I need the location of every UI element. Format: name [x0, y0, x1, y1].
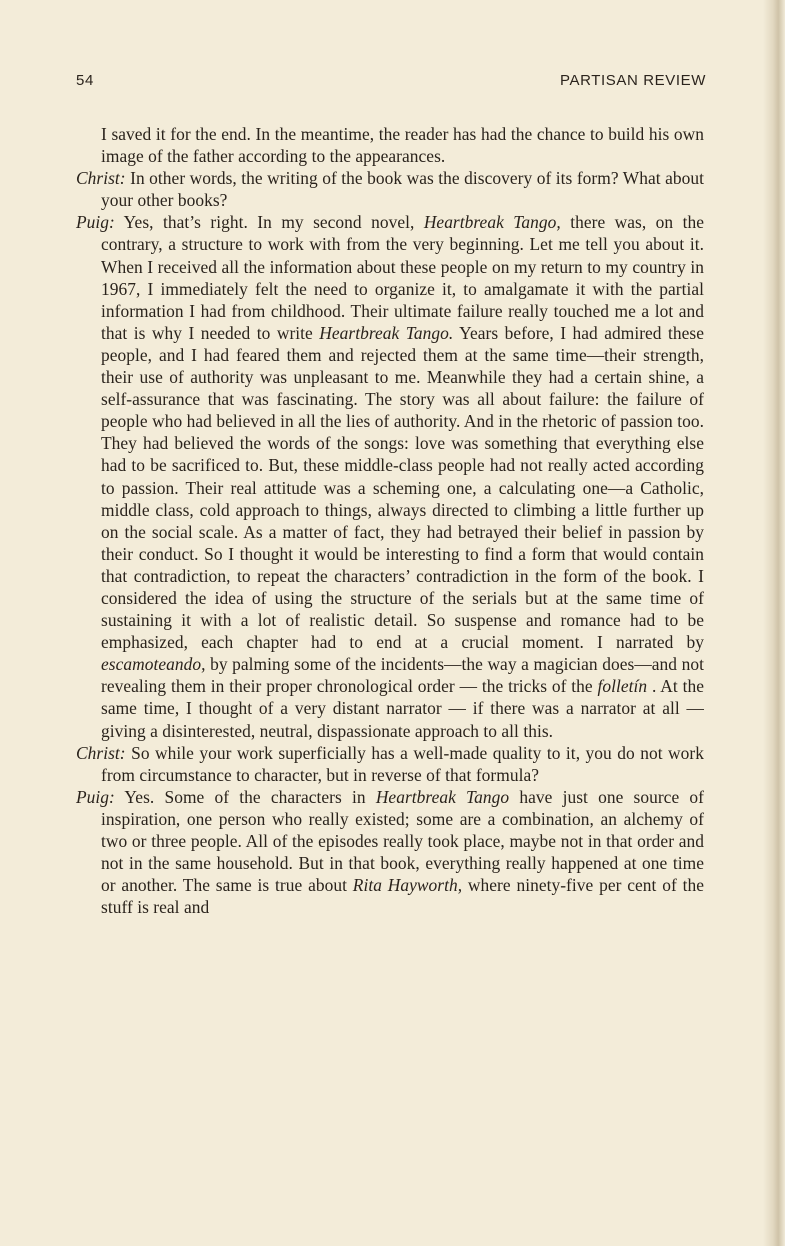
speaker-label: Christ:	[76, 168, 126, 189]
text-run: Yes. Some of the characters in	[114, 786, 376, 807]
speaker-label: Puig:	[76, 212, 115, 233]
interview-text	[76, 123, 704, 918]
speaker-label: Christ:	[76, 742, 126, 763]
paragraph	[76, 742, 704, 786]
italic-title: Heartbreak Tango,	[423, 212, 561, 233]
journal-title: PARTISAN REVIEW	[560, 72, 706, 89]
italic-title: Heartbreak Tango	[375, 786, 510, 807]
running-header	[76, 72, 706, 94]
text-run: by palming some of the incidents—the way a magician does—and not revealing them in their proper chronological order — the tricks of the	[101, 654, 704, 697]
paragraph	[76, 123, 704, 167]
italic-title: folletín	[597, 676, 648, 697]
paragraph	[76, 211, 704, 741]
text-run: So while your work superficially has a well-made quality to it, you do not work from circumstance to character, but in reverse of that formula?	[101, 742, 704, 785]
text-run: I saved it for the end. In the meantime, the reader has had the chance to build his own image of the father according to the appearances.	[101, 124, 704, 167]
text-run: . At the same time, I thought of a very distant narrator — if there was a narrator at all — giving a disinterested, neutral, dispassionate approach to all this.	[101, 676, 704, 741]
page-edge-shadow	[763, 0, 785, 1246]
text-run: Yes, that’s right. In my second novel,	[114, 212, 424, 233]
page-number: 54	[76, 72, 94, 89]
text-run: In other words, the writing of the book was the discovery of its form? What about your other books?	[101, 168, 704, 211]
paragraph	[76, 167, 704, 211]
text-run: Years before, I had admired these people, and I had feared them and rejected them at the same time—their strength, their use of authority was unpleasant to me. Meanwhile they had a certain shine, a self-assurance that was fascinating. The story was all about failure: the failure of people who had believed in all the lies of authority. And in the rhetoric of passion too. They had believed the words of the songs: love was something that everything else had to be sacrificed to. But, these middle-class people had not really acted according to passion. Their real attitude was a scheming one, a calculating one—a Catholic, middle class, cold approach to things, always directed to climbing a little further up on the social scale. As a matter of fact, they had betrayed their belief in passion by their conduct. So I thought it would be interesting to find a form that would contain that contradiction, to repeat the characters’ contradiction in the form of the book. I considered the idea of using the structure of the serials but at the same time of sustaining it with a lot of realistic detail. So suspense and romance had to be emphasized, each chapter had to end at a crucial moment. I narrated by	[101, 322, 704, 653]
text-run: where ninety-five per cent of the stuff is real and	[101, 875, 704, 918]
italic-title: Heartbreak Tango.	[319, 322, 454, 343]
italic-title: Rita Hayworth,	[352, 875, 463, 896]
text-run: have just one source of inspiration, one person who really existed; some are a combination, an alchemy of two or three people. All of the episodes really took place, maybe not in that order and not in the same household. But in that book, everything really happened at one time or another. The same is true about	[101, 786, 704, 896]
text-run: there was, on the contrary, a structure to work with from the very beginning. Let me tell you about it. When I received all the information about these people on my return to my country in 1967, I immediately felt the need to organize it, to amalgamate it with the partial information I had from childhood. Their ultimate failure really touched me a lot and that is why I needed to write	[101, 212, 704, 343]
paragraph	[76, 786, 704, 919]
italic-title: escamoteando,	[101, 654, 206, 675]
speaker-label: Puig:	[76, 786, 115, 807]
